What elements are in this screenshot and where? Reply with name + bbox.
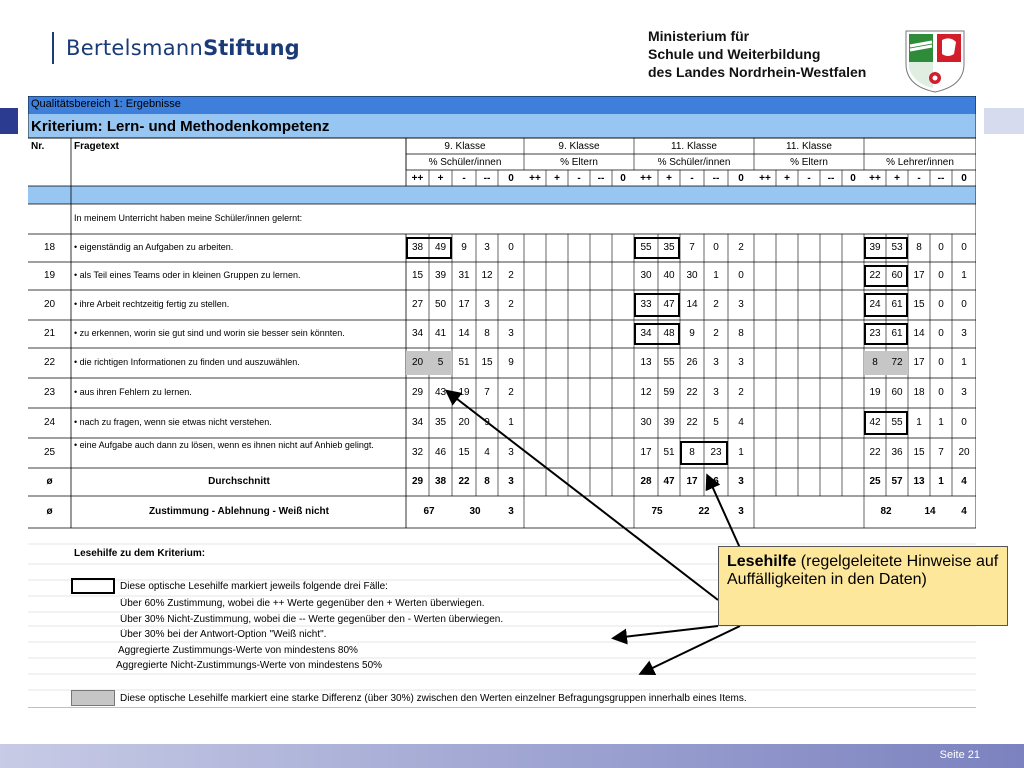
value-cell: 49 (434, 242, 447, 253)
value-cell: 8 (916, 242, 922, 253)
value-cell: 15 (481, 357, 493, 368)
agg-value: 3 (508, 506, 514, 517)
group-klasse-header: 9. Klasse (558, 141, 600, 152)
value-cell: 0 (508, 242, 514, 253)
row-number: 22 (43, 357, 56, 368)
scale-header: - (577, 173, 581, 184)
value-cell: 9 (689, 328, 695, 339)
value-cell: 0 (938, 270, 944, 281)
value-cell: 13 (640, 357, 652, 368)
value-cell: 0 (938, 387, 944, 398)
value-cell: 20 (411, 357, 424, 368)
group-klasse-header: 9. Klasse (444, 141, 486, 152)
callout-text: (regelgeleitete Hinweise auf Auffälligkeiten in den Daten) (727, 553, 999, 588)
legend-title: Lesehilfe zu dem Kriterium: (74, 548, 206, 559)
scale-header: - (917, 173, 921, 184)
value-cell: 3 (738, 299, 744, 310)
value-cell: 22 (869, 447, 881, 458)
question-text: • ihre Arbeit rechtzeitig fertig zu stellen. (74, 299, 230, 309)
value-cell: 1 (961, 357, 967, 368)
value-cell: 0 (938, 328, 944, 339)
value-cell: 55 (640, 242, 652, 253)
value-cell: 29 (411, 387, 424, 398)
value-cell: 12 (481, 270, 493, 281)
value-cell: 12 (640, 387, 652, 398)
avg-symbol: ø (46, 476, 53, 487)
row-number: 20 (43, 299, 56, 310)
avg-value: 1 (938, 476, 944, 487)
value-cell: 17 (913, 357, 925, 368)
scale-header: ++ (759, 173, 771, 184)
scale-header: + (437, 173, 444, 184)
avg-value: 29 (411, 476, 424, 487)
value-cell: 3 (484, 299, 490, 310)
question-text: • aus ihren Fehlern zu lernen. (74, 387, 192, 397)
value-cell: 19 (458, 387, 470, 398)
value-cell: 3 (961, 387, 967, 398)
value-cell: 32 (411, 447, 424, 458)
value-cell: 8 (738, 328, 744, 339)
group-respondent-header: % Eltern (560, 157, 598, 168)
avg-value: 22 (458, 476, 470, 487)
avg-value: 17 (686, 476, 698, 487)
scale-header: -- (827, 173, 835, 184)
value-cell: 9 (508, 357, 514, 368)
value-cell: 20 (458, 417, 470, 428)
value-cell: 1 (713, 270, 719, 281)
scale-header: -- (937, 173, 945, 184)
value-cell: 4 (484, 447, 490, 458)
row-number: 25 (43, 447, 56, 458)
value-cell: 7 (938, 447, 944, 458)
col-question-header: Fragetext (74, 141, 120, 152)
avg-value: 47 (663, 476, 675, 487)
value-cell: 50 (434, 299, 447, 310)
scale-header: + (784, 173, 790, 184)
value-cell: 8 (872, 357, 878, 368)
scale-header: 0 (508, 173, 514, 184)
value-cell: 46 (434, 447, 447, 458)
value-cell: 5 (437, 357, 444, 368)
row-number: 23 (43, 387, 56, 398)
value-cell: 0 (938, 299, 944, 310)
value-cell: 17 (640, 447, 652, 458)
scale-header: ++ (869, 173, 881, 184)
value-cell: 60 (891, 387, 903, 398)
scale-header: ++ (411, 173, 424, 184)
legend-line: Über 30% Nicht-Zustimmung, wobei die -- Werte gegenüber den - Werten überwiegen. (120, 614, 504, 625)
value-cell: 34 (411, 417, 424, 428)
avg-label: Durchschnitt (208, 476, 270, 487)
value-cell: 0 (961, 242, 967, 253)
ministry-line: des Landes Nordrhein-Westfalen (648, 64, 867, 80)
value-cell: 27 (411, 299, 424, 310)
scale-header: ++ (529, 173, 541, 184)
value-cell: 36 (891, 447, 903, 458)
value-cell: 30 (686, 270, 698, 281)
value-cell: 33 (640, 299, 652, 310)
avg-value: 4 (961, 476, 967, 487)
value-cell: 35 (663, 242, 675, 253)
value-cell: 7 (484, 387, 490, 398)
agg-value: 75 (651, 506, 663, 517)
group-respondent-header: % Schüler/innen (428, 157, 502, 168)
value-cell: 22 (686, 387, 698, 398)
value-cell: 47 (663, 299, 675, 310)
avg-value: 6 (713, 476, 719, 487)
value-cell: 14 (458, 328, 470, 339)
value-cell: 3 (484, 242, 490, 253)
value-cell: 22 (686, 417, 698, 428)
value-cell: 48 (663, 328, 675, 339)
row-number: 19 (43, 270, 56, 281)
value-cell: 3 (738, 357, 744, 368)
group-respondent-header: % Lehrer/innen (886, 157, 954, 168)
value-cell: 35 (434, 417, 447, 428)
agg-value: 3 (738, 506, 744, 517)
agg-label: Zustimmung - Ablehnung - Weiß nicht (149, 506, 329, 517)
logo-brand-bold: Stiftung (203, 36, 300, 60)
value-cell: 2 (508, 387, 514, 398)
legend-line: Aggregierte Nicht-Zustimmungs-Werte von mindestens 50% (116, 660, 383, 671)
value-cell: 59 (663, 387, 675, 398)
value-cell: 41 (434, 328, 447, 339)
avg-value: 38 (434, 476, 447, 487)
value-cell: 55 (891, 417, 903, 428)
value-cell: 15 (913, 447, 925, 458)
group-klasse-header: 11. Klasse (671, 141, 717, 152)
value-cell: 60 (891, 270, 903, 281)
value-cell: 42 (869, 417, 881, 428)
value-cell: 0 (961, 299, 967, 310)
value-cell: 2 (508, 299, 514, 310)
legend-line: Aggregierte Zustimmungs-Werte von mindestens 80% (118, 645, 358, 656)
legend-line: Über 60% Zustimmung, wobei die ++ Werte gegenüber den + Werten überwiegen. (120, 598, 485, 609)
value-cell: 9 (461, 242, 467, 253)
legend-line: Diese optische Lesehilfe markiert jeweils folgende drei Fälle: (120, 581, 388, 592)
value-cell: 0 (738, 270, 744, 281)
row-number: 21 (43, 328, 56, 339)
value-cell: 72 (891, 357, 903, 368)
value-cell: 3 (508, 447, 514, 458)
value-cell: 2 (713, 328, 719, 339)
intro-text: In meinem Unterricht haben meine Schüler/innen gelernt: (74, 213, 303, 223)
scale-header: -- (483, 173, 491, 184)
value-cell: 8 (484, 328, 490, 339)
value-cell: 2 (713, 299, 719, 310)
agg-value: 14 (924, 506, 936, 517)
value-cell: 23 (710, 447, 722, 458)
value-cell: 30 (640, 417, 652, 428)
value-cell: 1 (738, 447, 744, 458)
scale-header: -- (712, 173, 720, 184)
value-cell: 30 (640, 270, 652, 281)
criterion-title: Kriterium: Lern- und Methodenkompetenz (31, 119, 330, 135)
value-cell: 15 (913, 299, 925, 310)
avg-value: 3 (508, 476, 514, 487)
question-text: • zu erkennen, worin sie gut sind und worin sie besser sein könnten. (74, 328, 345, 338)
agg-value: 30 (469, 506, 481, 517)
value-cell: 3 (713, 357, 719, 368)
value-cell: 51 (458, 357, 470, 368)
value-cell: 0 (961, 417, 967, 428)
scale-header: 0 (738, 173, 744, 184)
ministry-line: Schule und Weiterbildung (648, 46, 821, 62)
group-klasse-header: 11. Klasse (786, 141, 832, 152)
value-cell: 31 (458, 270, 470, 281)
value-cell: 17 (458, 299, 470, 310)
group-respondent-header: % Eltern (790, 157, 828, 168)
value-cell: 61 (891, 299, 903, 310)
value-cell: 40 (663, 270, 675, 281)
avg-value: 3 (738, 476, 744, 487)
question-text: • eigenständig an Aufgaben zu arbeiten. (74, 242, 234, 252)
value-cell: 3 (961, 328, 967, 339)
scale-header: + (666, 173, 672, 184)
value-cell: 2 (738, 242, 744, 253)
value-cell: 14 (913, 328, 925, 339)
scale-header: ++ (640, 173, 652, 184)
agg-value: 67 (423, 506, 435, 517)
value-cell: 18 (913, 387, 925, 398)
scale-header: - (807, 173, 811, 184)
value-cell: 20 (958, 447, 970, 458)
value-cell: 14 (686, 299, 698, 310)
value-cell: 22 (869, 270, 881, 281)
value-cell: 34 (411, 328, 424, 339)
value-cell: 3 (713, 387, 719, 398)
scale-header: -- (597, 173, 605, 184)
agg-value: 22 (698, 506, 710, 517)
value-cell: 8 (689, 447, 695, 458)
legend-line: Über 30% bei der Antwort-Option "Weiß nicht". (120, 629, 327, 640)
value-cell: 38 (411, 242, 424, 253)
question-text: • nach zu fragen, wenn sie etwas nicht verstehen. (74, 417, 272, 427)
footer-bar (0, 744, 1024, 768)
question-text: • als Teil eines Teams oder in kleinen Gruppen zu lernen. (74, 270, 301, 280)
value-cell: 23 (869, 328, 881, 339)
value-cell: 17 (913, 270, 925, 281)
value-cell: 34 (640, 328, 652, 339)
avg-value: 8 (484, 476, 490, 487)
question-text: • eine Aufgabe auch dann zu lösen, wenn es ihnen nicht auf Anhieb gelingt. (74, 440, 374, 450)
row-number: 18 (43, 242, 56, 253)
question-text: • die richtigen Informationen zu finden und auszuwählen. (74, 357, 300, 367)
logo-brand-light: Bertelsmann (66, 36, 204, 60)
value-cell: 0 (713, 242, 719, 253)
avg-value: 13 (913, 476, 925, 487)
value-cell: 1 (508, 417, 514, 428)
reading-aid-callout (718, 546, 1008, 626)
ministry-line: Ministerium für (648, 28, 750, 44)
value-cell: 39 (434, 270, 447, 281)
value-cell: 61 (891, 328, 903, 339)
value-cell: 26 (686, 357, 698, 368)
scale-header: 0 (961, 173, 967, 184)
agg-symbol: ø (46, 506, 53, 517)
scale-header: - (462, 173, 466, 184)
value-cell: 19 (869, 387, 881, 398)
value-cell: 0 (938, 242, 944, 253)
scale-header: + (894, 173, 900, 184)
value-cell: 39 (869, 242, 881, 253)
scale-header: 0 (620, 173, 626, 184)
value-cell: 51 (663, 447, 675, 458)
agg-value: 4 (961, 506, 967, 517)
value-cell: 9 (484, 417, 490, 428)
value-cell: 5 (713, 417, 719, 428)
avg-value: 57 (891, 476, 903, 487)
value-cell: 2 (508, 270, 514, 281)
value-cell: 1 (961, 270, 967, 281)
value-cell: 1 (938, 417, 944, 428)
row-number: 24 (43, 417, 56, 428)
value-cell: 4 (738, 417, 744, 428)
scale-header: + (554, 173, 560, 184)
callout-bold: Lesehilfe (727, 553, 797, 570)
value-cell: 55 (663, 357, 675, 368)
value-cell: 43 (434, 387, 447, 398)
value-cell: 3 (508, 328, 514, 339)
agg-value: 82 (880, 506, 892, 517)
value-cell: 53 (891, 242, 903, 253)
value-cell: 39 (663, 417, 675, 428)
value-cell: 24 (869, 299, 881, 310)
scale-header: 0 (850, 173, 856, 184)
value-cell: 2 (738, 387, 744, 398)
quality-area-title: Qualitätsbereich 1: Ergebnisse (31, 98, 181, 110)
value-cell: 7 (689, 242, 695, 253)
avg-value: 28 (640, 476, 652, 487)
value-cell: 0 (938, 357, 944, 368)
avg-value: 25 (869, 476, 881, 487)
scale-header: - (690, 173, 694, 184)
value-cell: 15 (458, 447, 470, 458)
page-number: Seite 21 (939, 749, 980, 761)
legend-gray-line: Diese optische Lesehilfe markiert eine starke Differenz (über 30%) zwischen den Werten einzelner Befragungsgruppen innerhalb eines Items. (120, 693, 747, 704)
value-cell: 15 (411, 270, 424, 281)
group-respondent-header: % Schüler/innen (657, 157, 731, 168)
col-nr-header: Nr. (31, 141, 45, 152)
value-cell: 1 (916, 417, 922, 428)
